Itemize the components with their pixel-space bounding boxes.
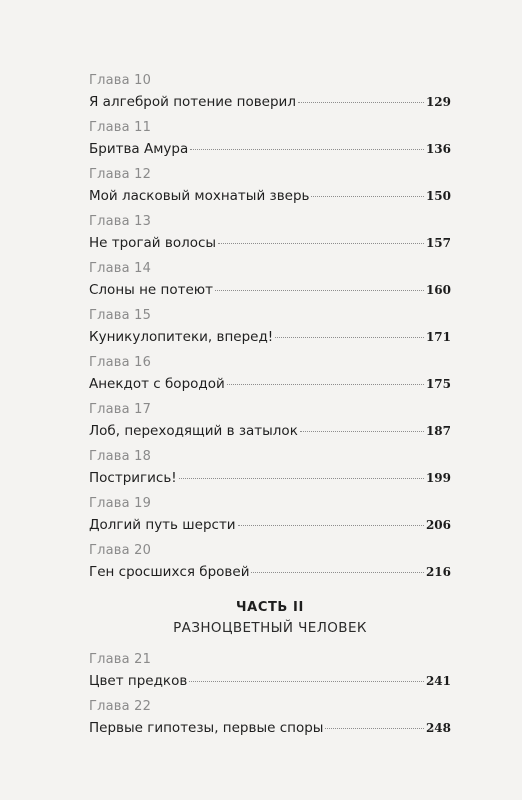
dot-leader (218, 243, 424, 244)
part-subtitle: РАЗНОЦВЕТНЫЙ ЧЕЛОВЕК (173, 620, 367, 636)
chapter-title: Ген сросшихся бровей (89, 564, 250, 580)
table-of-contents (89, 70, 451, 743)
toc-entry[interactable] (89, 305, 451, 352)
toc-entry[interactable] (89, 70, 451, 117)
dot-leader (179, 478, 424, 479)
toc-entry[interactable] (89, 649, 451, 696)
chapter-number: Глава 11 (89, 120, 152, 135)
toc-entry[interactable] (89, 352, 451, 399)
part-header (89, 587, 451, 649)
chapter-title: Слоны не потеют (89, 282, 213, 298)
dot-leader (300, 431, 424, 432)
page-number: 129 (425, 95, 451, 109)
chapter-title: Цвет предков (89, 673, 188, 689)
toc-line (89, 232, 451, 254)
chapter-title: Мой ласковый мохнатый зверь (89, 188, 310, 204)
toc-line (89, 279, 451, 301)
dot-leader (311, 196, 423, 197)
page-number: 216 (425, 565, 451, 579)
chapter-title: Лоб, переходящий в затылок (89, 423, 298, 439)
page-number: 187 (425, 424, 451, 438)
toc-entry[interactable] (89, 258, 451, 305)
page-number: 241 (425, 674, 451, 688)
dot-leader (215, 290, 424, 291)
dot-leader (238, 525, 424, 526)
toc-line (89, 138, 451, 160)
chapter-title: Анекдот с бородой (89, 376, 225, 392)
toc-entry[interactable] (89, 540, 451, 587)
page-number: 248 (425, 721, 451, 735)
chapter-title: Первые гипотезы, первые споры (89, 720, 324, 736)
chapter-number: Глава 13 (89, 214, 152, 229)
part-heading: ЧАСТЬ II (236, 600, 304, 615)
toc-line (89, 326, 451, 348)
chapter-title: Я алгеброй потение поверил (89, 94, 296, 110)
chapter-number: Глава 19 (89, 496, 152, 511)
toc-entry[interactable] (89, 696, 451, 743)
page-number: 150 (425, 189, 451, 203)
toc-line (89, 91, 451, 113)
toc-entry[interactable] (89, 493, 451, 540)
chapter-number: Глава 16 (89, 355, 152, 370)
dot-leader (275, 337, 424, 338)
chapter-title: Постригись! (89, 470, 177, 486)
dot-leader (325, 728, 424, 729)
toc-entry[interactable] (89, 399, 451, 446)
toc-line (89, 514, 451, 536)
dot-leader (251, 572, 423, 573)
page-number: 136 (425, 142, 451, 156)
chapter-title: Долгий путь шерсти (89, 517, 236, 533)
page-number: 206 (425, 518, 451, 532)
chapter-number: Глава 17 (89, 402, 152, 417)
toc-line (89, 561, 451, 583)
toc-entry[interactable] (89, 117, 451, 164)
dot-leader (189, 681, 424, 682)
toc-line (89, 467, 451, 489)
toc-entry[interactable] (89, 446, 451, 493)
chapter-title: Куникулопитеки, вперед! (89, 329, 274, 345)
page-number: 171 (425, 330, 451, 344)
chapter-number: Глава 21 (89, 652, 152, 667)
toc-line (89, 717, 451, 739)
page-number: 160 (425, 283, 451, 297)
chapter-number: Глава 12 (89, 167, 152, 182)
toc-entry[interactable] (89, 164, 451, 211)
chapter-title: Не трогай волосы (89, 235, 217, 251)
chapter-number: Глава 22 (89, 699, 152, 714)
toc-line (89, 373, 451, 395)
dot-leader (227, 384, 424, 385)
chapter-number: Глава 20 (89, 543, 152, 558)
toc-line (89, 185, 451, 207)
toc-line (89, 670, 451, 692)
chapter-number: Глава 14 (89, 261, 152, 276)
chapter-title: Бритва Амура (89, 141, 189, 157)
dot-leader (190, 149, 424, 150)
dot-leader (298, 102, 424, 103)
page-number: 175 (425, 377, 451, 391)
page-number: 199 (425, 471, 451, 485)
chapter-number: Глава 10 (89, 73, 152, 88)
page-number: 157 (425, 236, 451, 250)
chapter-number: Глава 15 (89, 308, 152, 323)
toc-entry[interactable] (89, 211, 451, 258)
chapter-number: Глава 18 (89, 449, 152, 464)
toc-line (89, 420, 451, 442)
